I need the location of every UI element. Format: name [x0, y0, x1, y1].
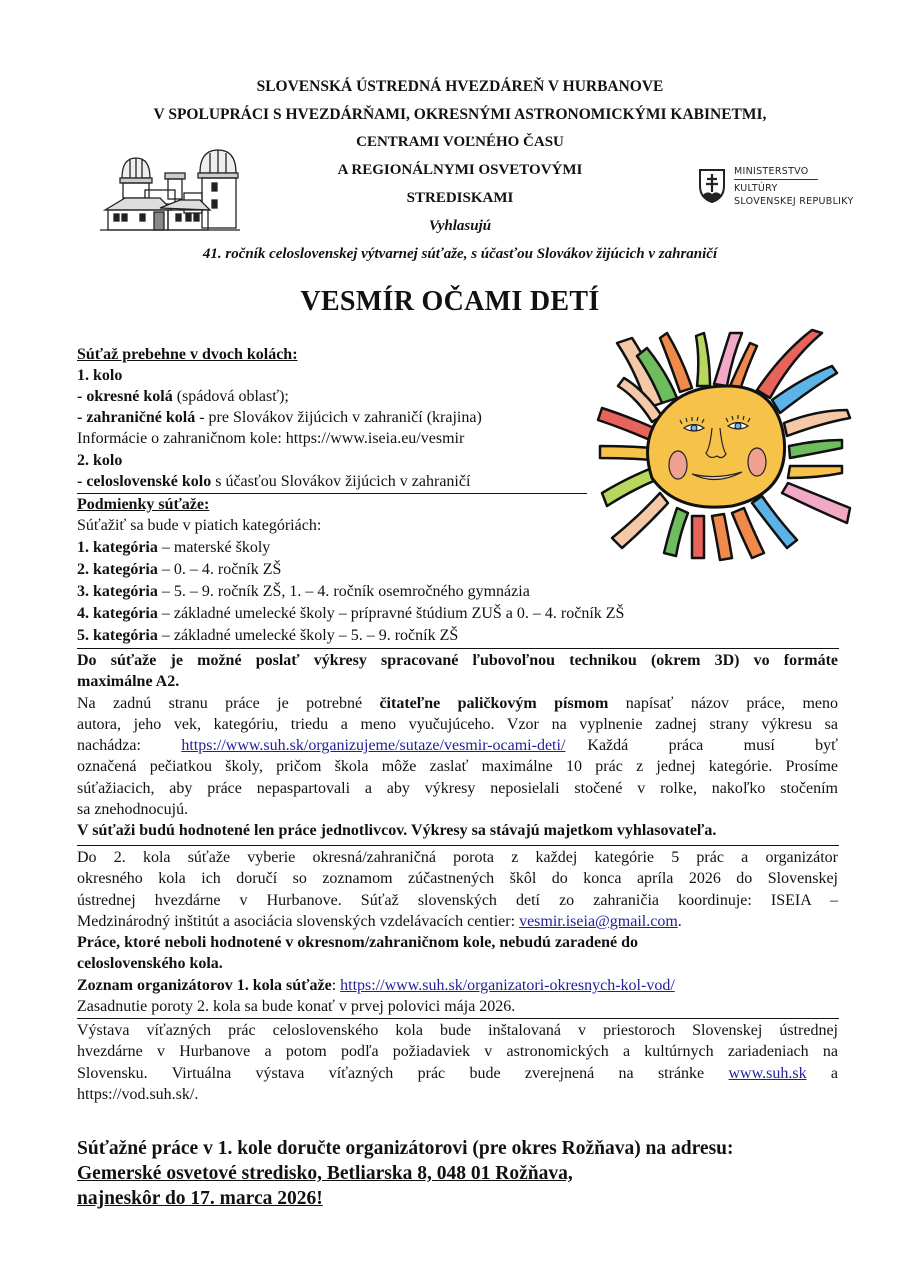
- suh-website-link[interactable]: www.suh.sk: [728, 1064, 807, 1082]
- centres-heading-cont: STREDISKAMI: [406, 190, 514, 206]
- category-item: [77, 581, 530, 602]
- ministry-line3: SLOVENSKEJ REPUBLIKY: [734, 196, 854, 207]
- abroad-round-label: - zahraničné kolá: [77, 409, 196, 426]
- format-bold-line2: maximálne A2.: [77, 673, 180, 691]
- category-desc: – základné umelecké školy – 5. – 9. ročník ZŠ: [157, 627, 459, 644]
- exhibition-l2: hvezdárne v Hurbanove a potom podľa požiadaviek v astronomických a kultúrnych zariadeniach na: [77, 1043, 838, 1061]
- category-item: [77, 625, 458, 646]
- format-p3-post: Každá práca musí byť: [587, 737, 838, 755]
- template-link[interactable]: https://www.suh.sk/organizujeme/sutaze/vesmir-ocami-deti/: [181, 737, 566, 755]
- organizer-heading: SLOVENSKÁ ÚSTREDNÁ HVEZDÁREŇ V HURBANOVE: [256, 78, 664, 95]
- ministry-logo: [698, 166, 878, 216]
- category-desc: – 0. – 4. ročník ZŠ: [157, 561, 282, 578]
- category-item: [77, 603, 624, 624]
- organizers-colon: :: [331, 976, 341, 994]
- cooperation-heading: V SPOLUPRÁCI S HVEZDÁRŇAMI, OKRESNÝMI ASTRONOMICKÝMI KABINETMI,: [153, 106, 767, 123]
- ministry-line2: KULTÚRY: [734, 183, 778, 194]
- round1-label-text: 1. kolo: [77, 367, 123, 384]
- format-p1-bold: čitateľne paličkovým písmom: [379, 694, 609, 712]
- ministry-divider: [734, 179, 818, 180]
- second-round-l3: ústrednej hvezdárne v Hurbanove. Súťaž slovenských detí zo zahraničia koordinuje: ISEIA –: [77, 891, 838, 909]
- round2-label: [77, 450, 122, 471]
- category-label: 3. kategória: [77, 583, 158, 600]
- announce-label: Vyhlasujú: [428, 218, 492, 234]
- second-round-l4-post: .: [677, 912, 682, 930]
- not-evaluated-note-l2: celoslovenského kola.: [77, 955, 223, 973]
- category-label: 5. kategória: [77, 627, 158, 644]
- format-p2: autora, jeho vek, kategóriu, triedu a meno vyučujúceho. Vzor na vyplnenie zadnej strany výkresu sa: [77, 715, 838, 733]
- exhibition-l3-post: a: [806, 1064, 838, 1082]
- slovak-coat-of-arms-icon: [698, 168, 726, 204]
- delivery-instruction: Súťažné práce v 1. kole doručte organizátorovi (pre okres Rožňava) na adresu:: [77, 1138, 734, 1159]
- format-p5: súťažiacich, aby práce nepaspartovali a aby výkresy neposielali stočené v rolke, nakoľko stočením: [77, 779, 838, 797]
- not-evaluated-note-l1: Práce, ktoré neboli hodnotené v okresnom/zahraničnom kole, nebudú zaradené do: [77, 934, 639, 952]
- format-p3-pre: nachádza:: [77, 737, 182, 755]
- category-label: 4. kategória: [77, 605, 158, 622]
- category-item: [77, 537, 270, 558]
- second-round-l4: [77, 911, 838, 932]
- format-p1: [77, 693, 838, 714]
- exhibition-l3-pre: Slovensku. Virtuálna výstava víťazných prác bude zverejnená na stránke: [77, 1064, 729, 1082]
- category-label: 1. kategória: [77, 539, 158, 556]
- round2-label-text: 2. kolo: [77, 452, 123, 469]
- format-p3: [77, 735, 838, 756]
- exhibition-l4: https://vod.suh.sk/.: [77, 1085, 199, 1103]
- page-title: VESMÍR OČAMI DETÍ: [300, 286, 600, 317]
- format-section: [77, 650, 838, 842]
- exhibition-section: [77, 1020, 838, 1105]
- category-desc: – základné umelecké školy – prípravné štúdium ZUŠ a 0. – 4. ročník ZŠ: [157, 605, 625, 622]
- round2-national: [77, 471, 470, 492]
- delivery-deadline-text: najneskôr do 17. marca 2026!: [77, 1188, 323, 1209]
- category-desc: – 5. – 9. ročník ZŠ, 1. – 4. ročník osemročného gymnázia: [157, 583, 530, 600]
- regional-centres-heading: A REGIONÁLNYMI OSVETOVÝMI: [337, 162, 583, 178]
- format-p6: sa znehodnocujú.: [77, 801, 189, 819]
- leisure-centres-heading: CENTRAMI VOĽNÉHO ČASU: [356, 134, 564, 150]
- conditions-heading-text: Podmienky súťaže:: [77, 496, 210, 513]
- exhibition-l1: Výstava víťazných prác celoslovenského kola bude inštalovaná v priestoroch Slovenskej ústrednej: [77, 1022, 838, 1039]
- edition-subtitle: 41. ročník celoslovenskej výtvarnej súťaže, s účasťou Slovákov žijúcich v zahraničí: [202, 246, 718, 262]
- abroad-info: Informácie o zahraničnom kole: https://www.iseia.eu/vesmir: [77, 430, 465, 447]
- individual-works-note: V súťaži budú hodnotené len práce jednotlivcov. Výkresy sa stávajú majetkom vyhlasovateľa.: [77, 822, 717, 840]
- round1-abroad: [77, 407, 482, 428]
- organizers-label: Zoznam organizátorov 1. kola súťaže: [77, 976, 332, 994]
- second-round-l1: Do 2. kola súťaže vyberie okresná/zahraničná porota z každej kategórie 5 prác a organizátor: [77, 849, 838, 866]
- delivery-deadline: [77, 1186, 323, 1212]
- delivery-address: [77, 1161, 573, 1187]
- email-link[interactable]: vesmir.iseia@gmail.com: [519, 912, 678, 930]
- conditions-intro: Súťažiť sa bude v piatich kategóriách:: [77, 517, 322, 534]
- delivery-address-text: Gemerské osvetové stredisko, Betliarska 8, 048 01 Rožňava,: [77, 1163, 573, 1184]
- second-round-section: [77, 847, 838, 1017]
- district-round-desc: (spádová oblasť);: [172, 388, 289, 405]
- national-round-label: - celoslovenské kolo: [77, 473, 212, 490]
- organizers-list: [77, 975, 838, 996]
- exhibition-l3: [77, 1063, 838, 1084]
- organizers-link[interactable]: https://www.suh.sk/organizatori-okresnych-kol-vod/: [340, 976, 675, 994]
- format-p1-post: napísať názov práce, meno: [608, 694, 838, 712]
- national-round-desc: s účasťou Slovákov žijúcich v zahraničí: [211, 473, 471, 490]
- category-item: [77, 559, 281, 580]
- district-round-label: - okresné kolá: [77, 388, 173, 405]
- observatory-logo-icon: [100, 148, 245, 234]
- sun-illustration-icon: [592, 328, 860, 564]
- conditions-heading: [77, 494, 209, 515]
- format-p4: označená pečiatkou školy, pričom škola môže zaslať maximálne 10 prác z jednej kategórie. Prosíme: [77, 758, 838, 776]
- format-bold-line1: Do súťaže je možné poslať výkresy spracované ľubovoľnou technikou (okrem 3D) vo formáte: [77, 652, 838, 669]
- round1-district: [77, 386, 289, 407]
- format-p1-pre: Na zadnú stranu práce je potrebné: [77, 694, 380, 712]
- second-round-l4-pre: Medzinárodný inštitút a asociácia slovenských vzdelávacích centier:: [77, 912, 520, 930]
- rounds-heading: [77, 344, 298, 365]
- category-label: 2. kategória: [77, 561, 158, 578]
- rounds-heading-text: Súťaž prebehne v dvoch kolách:: [77, 346, 298, 363]
- ministry-line1: MINISTERSTVO: [734, 166, 809, 177]
- category-desc: – materské školy: [157, 539, 271, 556]
- round1-label: [77, 365, 122, 386]
- second-round-l2: okresného kola ich doručí so zoznamom zúčastnených škôl do konca apríla 2026 do Slovenskej: [77, 870, 838, 888]
- abroad-round-desc: - pre Slovákov žijúcich v zahraničí (krajina): [195, 409, 482, 426]
- jury-date: Zasadnutie poroty 2. kola sa bude konať v prvej polovici mája 2026.: [77, 998, 516, 1016]
